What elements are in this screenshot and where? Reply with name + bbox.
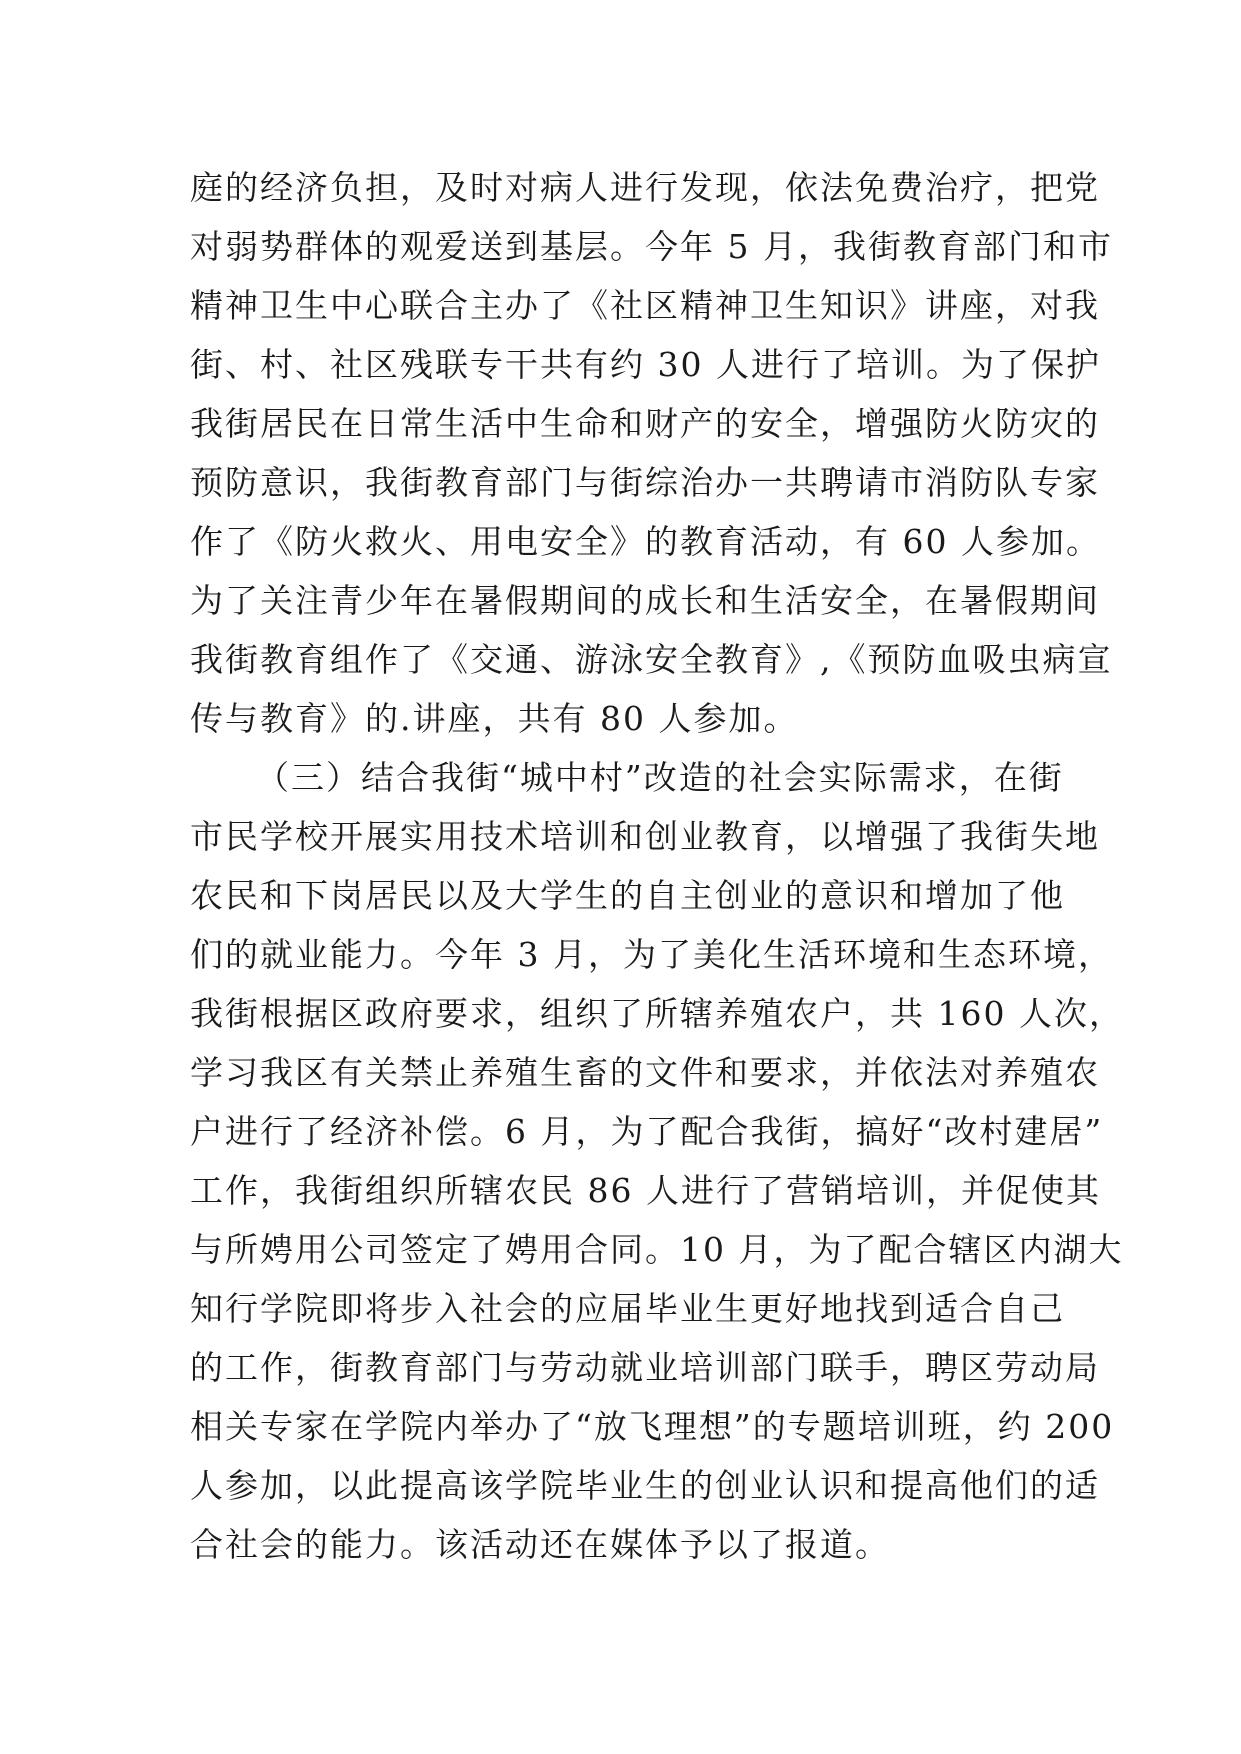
text-line: 传与教育》的.讲座，共有 80 人参加。: [190, 699, 799, 738]
text-line: 与所娉用公司签定了娉用合同。10 月，为了配合辖区内湖大: [190, 1230, 1124, 1269]
text-line: 相关专家在学院内举办了“放飞理想”的专题培训班，约 200: [190, 1407, 1115, 1446]
text-line: 我街教育组作了《交通、游泳安全教育》,《预防血吸虫病宣: [190, 640, 1113, 679]
text-line: 工作，我街组织所辖农民 86 人进行了营销培训，并促使其: [190, 1171, 1101, 1210]
text-line: 庭的经济负担，及时对病人进行发现，依法免费治疗，把党: [190, 168, 1100, 207]
text-line: 作了《防火救火、用电安全》的教育活动，有 60 人参加。: [190, 522, 1101, 561]
text-line: 户进行了经济补偿。6 月，为了配合我街，搞好“改村建居”: [190, 1112, 1104, 1151]
text-line: 为了关注青少年在暑假期间的成长和生活安全，在暑假期间: [190, 581, 1100, 620]
paragraph-first-line: （三）结合我街“城中村”改造的社会实际需求，在街: [256, 758, 1064, 797]
text-line: 的工作，街教育部门与劳动就业培训部门联手，聘区劳动局: [190, 1348, 1100, 1387]
text-line: 街、村、社区残联专干共有约 30 人进行了培训。为了保护: [190, 345, 1101, 384]
text-line: 合社会的能力。该活动还在媒体予以了报道。: [190, 1525, 890, 1564]
text-line: 对弱势群体的观爱送到基层。今年 5 月，我街教育部门和市: [190, 227, 1113, 266]
document-body: [190, 158, 1124, 1574]
text-line: 农民和下岗居民以及大学生的自主创业的意识和增加了他: [190, 876, 1065, 915]
text-line: 知行学院即将步入社会的应届毕业生更好地找到适合自己: [190, 1289, 1065, 1328]
text-line: 人参加，以此提高该学院毕业生的创业认识和提高他们的适: [190, 1466, 1100, 1505]
text-line: 我街居民在日常生活中生命和财产的安全，增强防火防灾的: [190, 404, 1100, 443]
text-line: 市民学校开展实用技术培训和创业教育，以增强了我街失地: [190, 817, 1100, 856]
text-line: 精神卫生中心联合主办了《社区精神卫生知识》讲座，对我: [190, 286, 1100, 325]
text-line: 我街根据区政府要求，组织了所辖养殖农户，共 160 人次，: [190, 994, 1124, 1033]
text-line: 预防意识，我街教育部门与街综治办一共聘请市消防队专家: [190, 463, 1100, 502]
text-line: 学习我区有关禁止养殖生畜的文件和要求，并依法对养殖农: [190, 1053, 1100, 1092]
text-line: 们的就业能力。今年 3 月，为了美化生活环境和生态环境，: [190, 935, 1113, 974]
